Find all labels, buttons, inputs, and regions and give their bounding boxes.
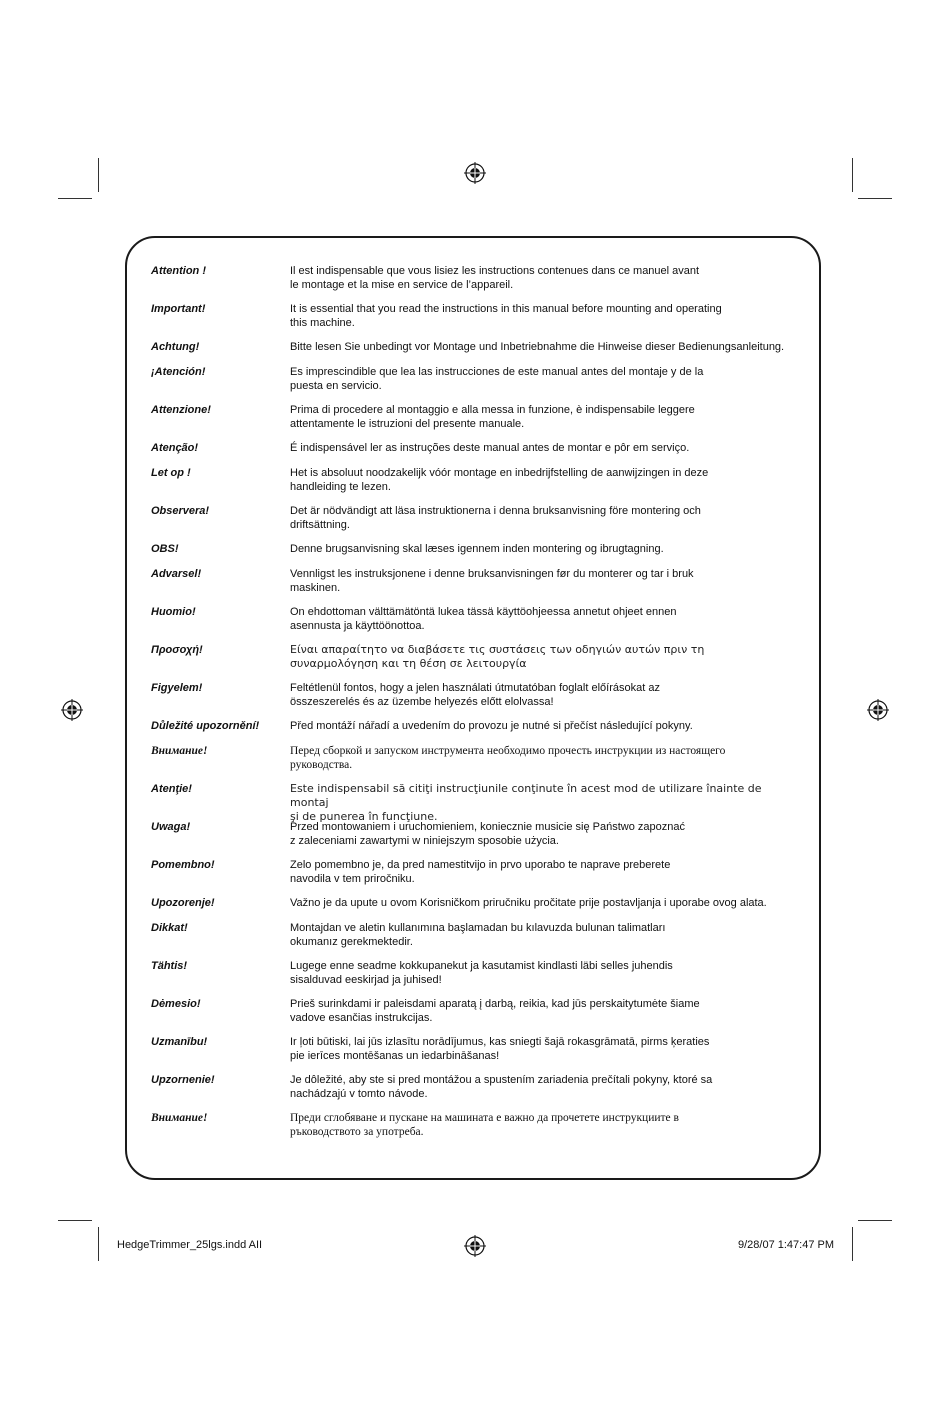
warning-label: Important! xyxy=(151,303,206,315)
crop-mark xyxy=(858,1220,892,1221)
warning-item xyxy=(0,820,950,856)
warning-label: ¡Atención! xyxy=(151,366,206,378)
slug-timestamp: 9/28/07 1:47:47 PM xyxy=(738,1239,835,1251)
warning-text: On ehdottoman välttämätöntä lukea tässä käyttöohjeessa annetut ohjeet ennen asennusta ja käyttöönottoa. xyxy=(290,606,677,632)
warning-text: Prima di procedere al montaggio e alla messa in funzione, è indispensabile leggere attentamente le istruzioni del presente manuale. xyxy=(290,404,695,430)
crop-mark xyxy=(58,198,92,199)
warning-text: Bitte lesen Sie unbedingt vor Montage und Inbetriebnahme die Hinweise dieser Bedienungsanleitung. xyxy=(290,341,785,353)
warning-item xyxy=(0,504,950,540)
warning-label: Внимание! xyxy=(151,745,208,757)
warning-label: Observera! xyxy=(151,505,210,517)
warning-text: It is essential that you read the instructions in this manual before mounting and operating this machine. xyxy=(290,303,722,329)
warning-item xyxy=(0,264,950,300)
warning-text: Važno je da upute u ovom Korisničkom priručniku pročitate prije postavljanja i uporabe ovog alata. xyxy=(290,897,767,909)
warning-label: Tähtis! xyxy=(151,960,188,972)
warning-text: Vennligst les instruksjonene i denne bruksanvisningen før du monterer og tar i bruk maskinen. xyxy=(290,568,694,594)
crop-mark xyxy=(98,1227,99,1261)
warning-text: Feltétlenül fontos, hogy a jelen használati útmutatóban foglalt előírásokat az összeszerelés és az üzembe helyezés előtt elolvassa! xyxy=(290,682,660,708)
warning-label: Atenţie! xyxy=(151,783,192,795)
warning-label: Uzmanību! xyxy=(151,1036,208,1048)
warning-text: Prieš surinkdami ir paleisdami aparatą į darbą, reikia, kad jūs perskaitytumėte šiame vadove esančias instrukcijas. xyxy=(290,998,700,1024)
warning-item xyxy=(0,921,950,957)
warning-text: Преди сглобяване и пускане на машината е важно да прочетете инструкциите в ръководството за употреба. xyxy=(290,1112,679,1138)
warning-label: Advarsel! xyxy=(151,568,202,580)
warning-text: Είναι απαραίτητο να διαβάσετε τις συστάσεις των οδηγιών αυτών πριν τη συναρμολόγηση και τη θέση σε λειτουργία xyxy=(290,643,705,670)
warning-item xyxy=(0,403,950,439)
warning-text: Před montáží nářadí a uvedením do provozu je nutné si přečíst následující pokyny. xyxy=(290,720,693,732)
registration-target-icon xyxy=(464,162,486,184)
warning-text: Перед сборкой и запуском инструмента необходимо прочесть инструкции из настоящего руководства. xyxy=(290,745,726,771)
registration-target-icon xyxy=(464,1235,486,1257)
warning-label: Upzornenie! xyxy=(151,1074,215,1086)
warning-label: Attention ! xyxy=(151,265,206,277)
warning-item xyxy=(0,681,950,717)
warning-text: Il est indispensable que vous lisiez les instructions contenues dans ce manuel avant le montage et la mise en service de l’appareil. xyxy=(290,265,700,291)
crop-mark xyxy=(852,158,853,192)
slug-filename: HedgeTrimmer_25lgs.indd AII xyxy=(117,1239,263,1251)
warning-label: Let op ! xyxy=(151,467,191,479)
warning-item xyxy=(0,1073,950,1109)
warning-label: Figyelem! xyxy=(151,682,203,694)
warning-label: Uwaga! xyxy=(151,821,191,833)
warning-label: OBS! xyxy=(151,543,179,555)
warning-text: Este indispensabil să citiţi instrucţiunile conţinute în acest mod de utilizare înainte de montaj şi de punerea în funcţiune. xyxy=(290,782,762,823)
warning-label: Achtung! xyxy=(151,341,200,353)
warning-text: Lugege enne seadme kokkupanekut ja kasutamist kindlasti läbi selles juhendis sisalduvad eeskirjad ja juhised! xyxy=(290,960,673,986)
warning-item xyxy=(0,858,950,894)
warning-text: Przed montowaniem i uruchomieniem, koniecznie musicie się Państwo zapoznać z zaleceniami zawartymi w niniejszym sposobie użycia. xyxy=(290,821,685,847)
warning-text: Zelo pomembno je, da pred namestitvijo in prvo uporabo te naprave preberete navodila v tem priročniku. xyxy=(290,859,671,885)
warning-label: Atenção! xyxy=(151,442,199,454)
warning-item xyxy=(0,1111,950,1147)
warning-item xyxy=(0,997,950,1033)
warning-text: Ir ļoti būtiski, lai jūs izlasītu norādījumus, kas sniegti šajā rokasgrāmatā, pirms ķeraties pie ierīces montēšanas un iedarbināšanas! xyxy=(290,1036,710,1062)
warning-text: Het is absoluut noodzakelijk vóór montage en inbedrijfstelling de aanwijzingen in deze handleiding te lezen. xyxy=(290,467,709,493)
warning-item xyxy=(0,365,950,401)
crop-mark xyxy=(58,1220,92,1221)
warning-text: Montajdan ve aletin kullanımına başlamadan bu kılavuzda bulunan talimatları okumanız gerekmektedir. xyxy=(290,922,666,948)
warning-label: Dikkat! xyxy=(151,922,188,934)
warning-label: Προσοχή! xyxy=(151,644,203,656)
crop-mark xyxy=(858,198,892,199)
warning-item xyxy=(0,959,950,995)
warning-label: Pomembno! xyxy=(151,859,215,871)
warning-item xyxy=(0,643,950,679)
warning-label: Huomio! xyxy=(151,606,196,618)
warning-text: Je dôležité, aby ste si pred montážou a spustením zariadenia prečítali pokyny, ktoré sa nachádzajú v tomto návode. xyxy=(290,1074,713,1100)
warning-item xyxy=(0,605,950,641)
warning-label: Attenzione! xyxy=(151,404,211,416)
warning-item xyxy=(0,302,950,338)
warning-item xyxy=(0,1035,950,1071)
warning-item xyxy=(0,466,950,502)
warning-text: Es imprescindible que lea las instrucciones de este manual antes del montaje y de la puesta en servicio. xyxy=(290,366,704,392)
warning-label: Внимание! xyxy=(151,1112,208,1124)
warning-label: Důležité upozornění! xyxy=(151,720,260,732)
warning-text: Denne brugsanvisning skal læses igennem inden montering og ibrugtagning. xyxy=(290,543,664,555)
crop-mark xyxy=(98,158,99,192)
warning-item xyxy=(0,782,950,823)
warning-item xyxy=(0,744,950,780)
warning-item xyxy=(0,567,950,603)
warning-label: Upozorenje! xyxy=(151,897,215,909)
warning-text: Det är nödvändigt att läsa instruktionerna i denna bruksanvisning före montering och driftsättning. xyxy=(290,505,701,531)
warning-label: Dėmesio! xyxy=(151,998,201,1010)
crop-mark xyxy=(852,1227,853,1261)
warning-text: É indispensável ler as instruções deste manual antes de montar e pôr em serviço. xyxy=(290,442,690,454)
